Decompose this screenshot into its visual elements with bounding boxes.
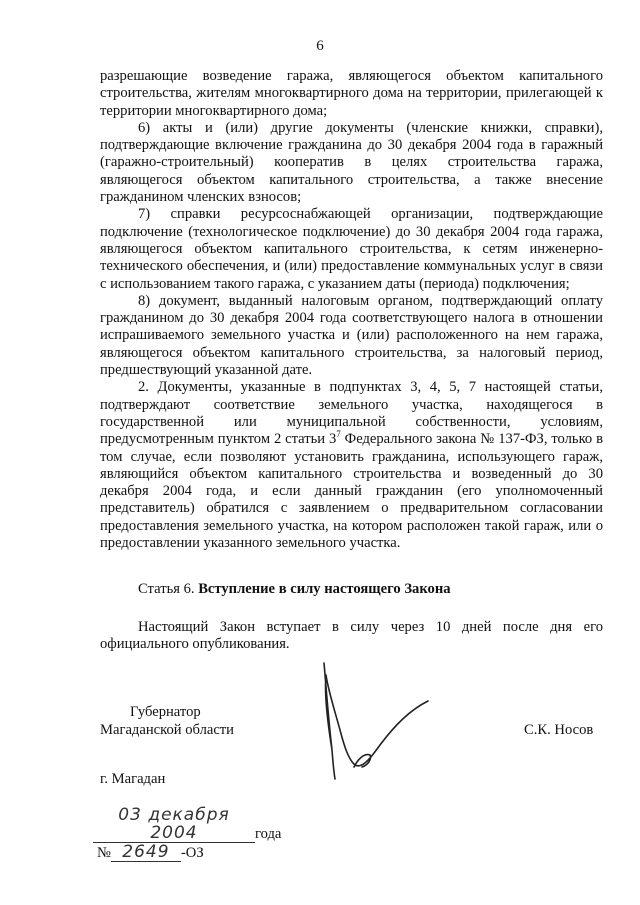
article-heading <box>138 581 451 598</box>
signature-icon <box>310 655 450 785</box>
number-suffix: -ОЗ <box>180 845 204 861</box>
paragraph-effective: Настоящий Закон вступает в силу через 10 дней после дня его официального опубликования. <box>100 619 603 653</box>
article-prefix: Статья 6. <box>138 581 199 597</box>
page-number: 6 <box>316 38 324 54</box>
signatory-title: Губернатор <box>130 704 201 720</box>
paragraph-point-2-text-a: 2. Документы, указанные в подпунктах 3, 4, 5, 7 настоящей статьи, подтверждают соответствие земельного участка, находящегося в государственной или муниципальной собственности, условиям, предусмотренным пунктом 2 статьи 3 <box>100 379 603 448</box>
handwritten-date: 03 декабря 2004 <box>93 806 255 843</box>
paragraph-item-7: 7) справки ресурсоснабжающей организации, подтверждающие подключение (технологическое подключение) до 30 декабря 2004 года гаража, являющегося объектом капитального строительства, к сетям инженерно-технического обеспечения, и (или) предоставление коммунальных услуг в связи с использованием такого гаража, с указанием даты (периода) подключения; <box>100 206 603 292</box>
number-sign: № <box>97 845 111 861</box>
final-text <box>100 619 603 654</box>
date-suffix: года <box>255 826 282 842</box>
article-title: Вступление в силу настоящего Закона <box>198 581 451 597</box>
signatory-region: Магаданской области <box>100 722 234 738</box>
law-number-line <box>97 843 204 862</box>
paragraph-item-8: 8) документ, выданный налоговым органом, подтверждающий оплату гражданином до 30 декабря 2004 года соответствующего налога в отношении испрашиваемого земельного участка и (или) расположенного на нем гаража, являющегося объектом капитального строительства, за налоговый период, предшествующий указанной дате. <box>100 292 603 379</box>
city-line: г. Магадан <box>100 771 166 787</box>
date-line <box>93 806 281 843</box>
paragraph-point-2 <box>100 379 603 552</box>
handwritten-number: 2649 <box>111 843 181 862</box>
superscript: 7 <box>336 429 341 440</box>
signatory-name: С.К. Носов <box>524 722 594 738</box>
paragraph-continuation: разрешающие возведение гаража, являющегося объектом капитального строительства, жителям многоквартирного дома на территории, прилегающей к территории многоквартирного дома; <box>100 68 603 119</box>
paragraph-item-6: 6) акты и (или) другие документы (членские книжки, справки), подтверждающие включение гражданина до 30 декабря 2004 года в гаражный (гаражно-строительный) кооператив в целях строительства гаража, являющегося объектом капитального строительства, а также внесение гражданином членских взносов; <box>100 119 603 206</box>
body-text <box>100 68 603 552</box>
paragraph-point-2-text-b: Федерального закона № 137-ФЗ, только в том случае, если позволяют установить гражданина, использующего гараж, являющийся объектом капитального строительства и возведенный до 30 декабря 2004 года, и если данный гражданин (его уполномоченный представитель) обратился с заявлением о предварительном согласовании предоставления земельного участка, на котором расположен такой гараж, или о предоставлении указанного земельного участка. <box>100 431 603 552</box>
